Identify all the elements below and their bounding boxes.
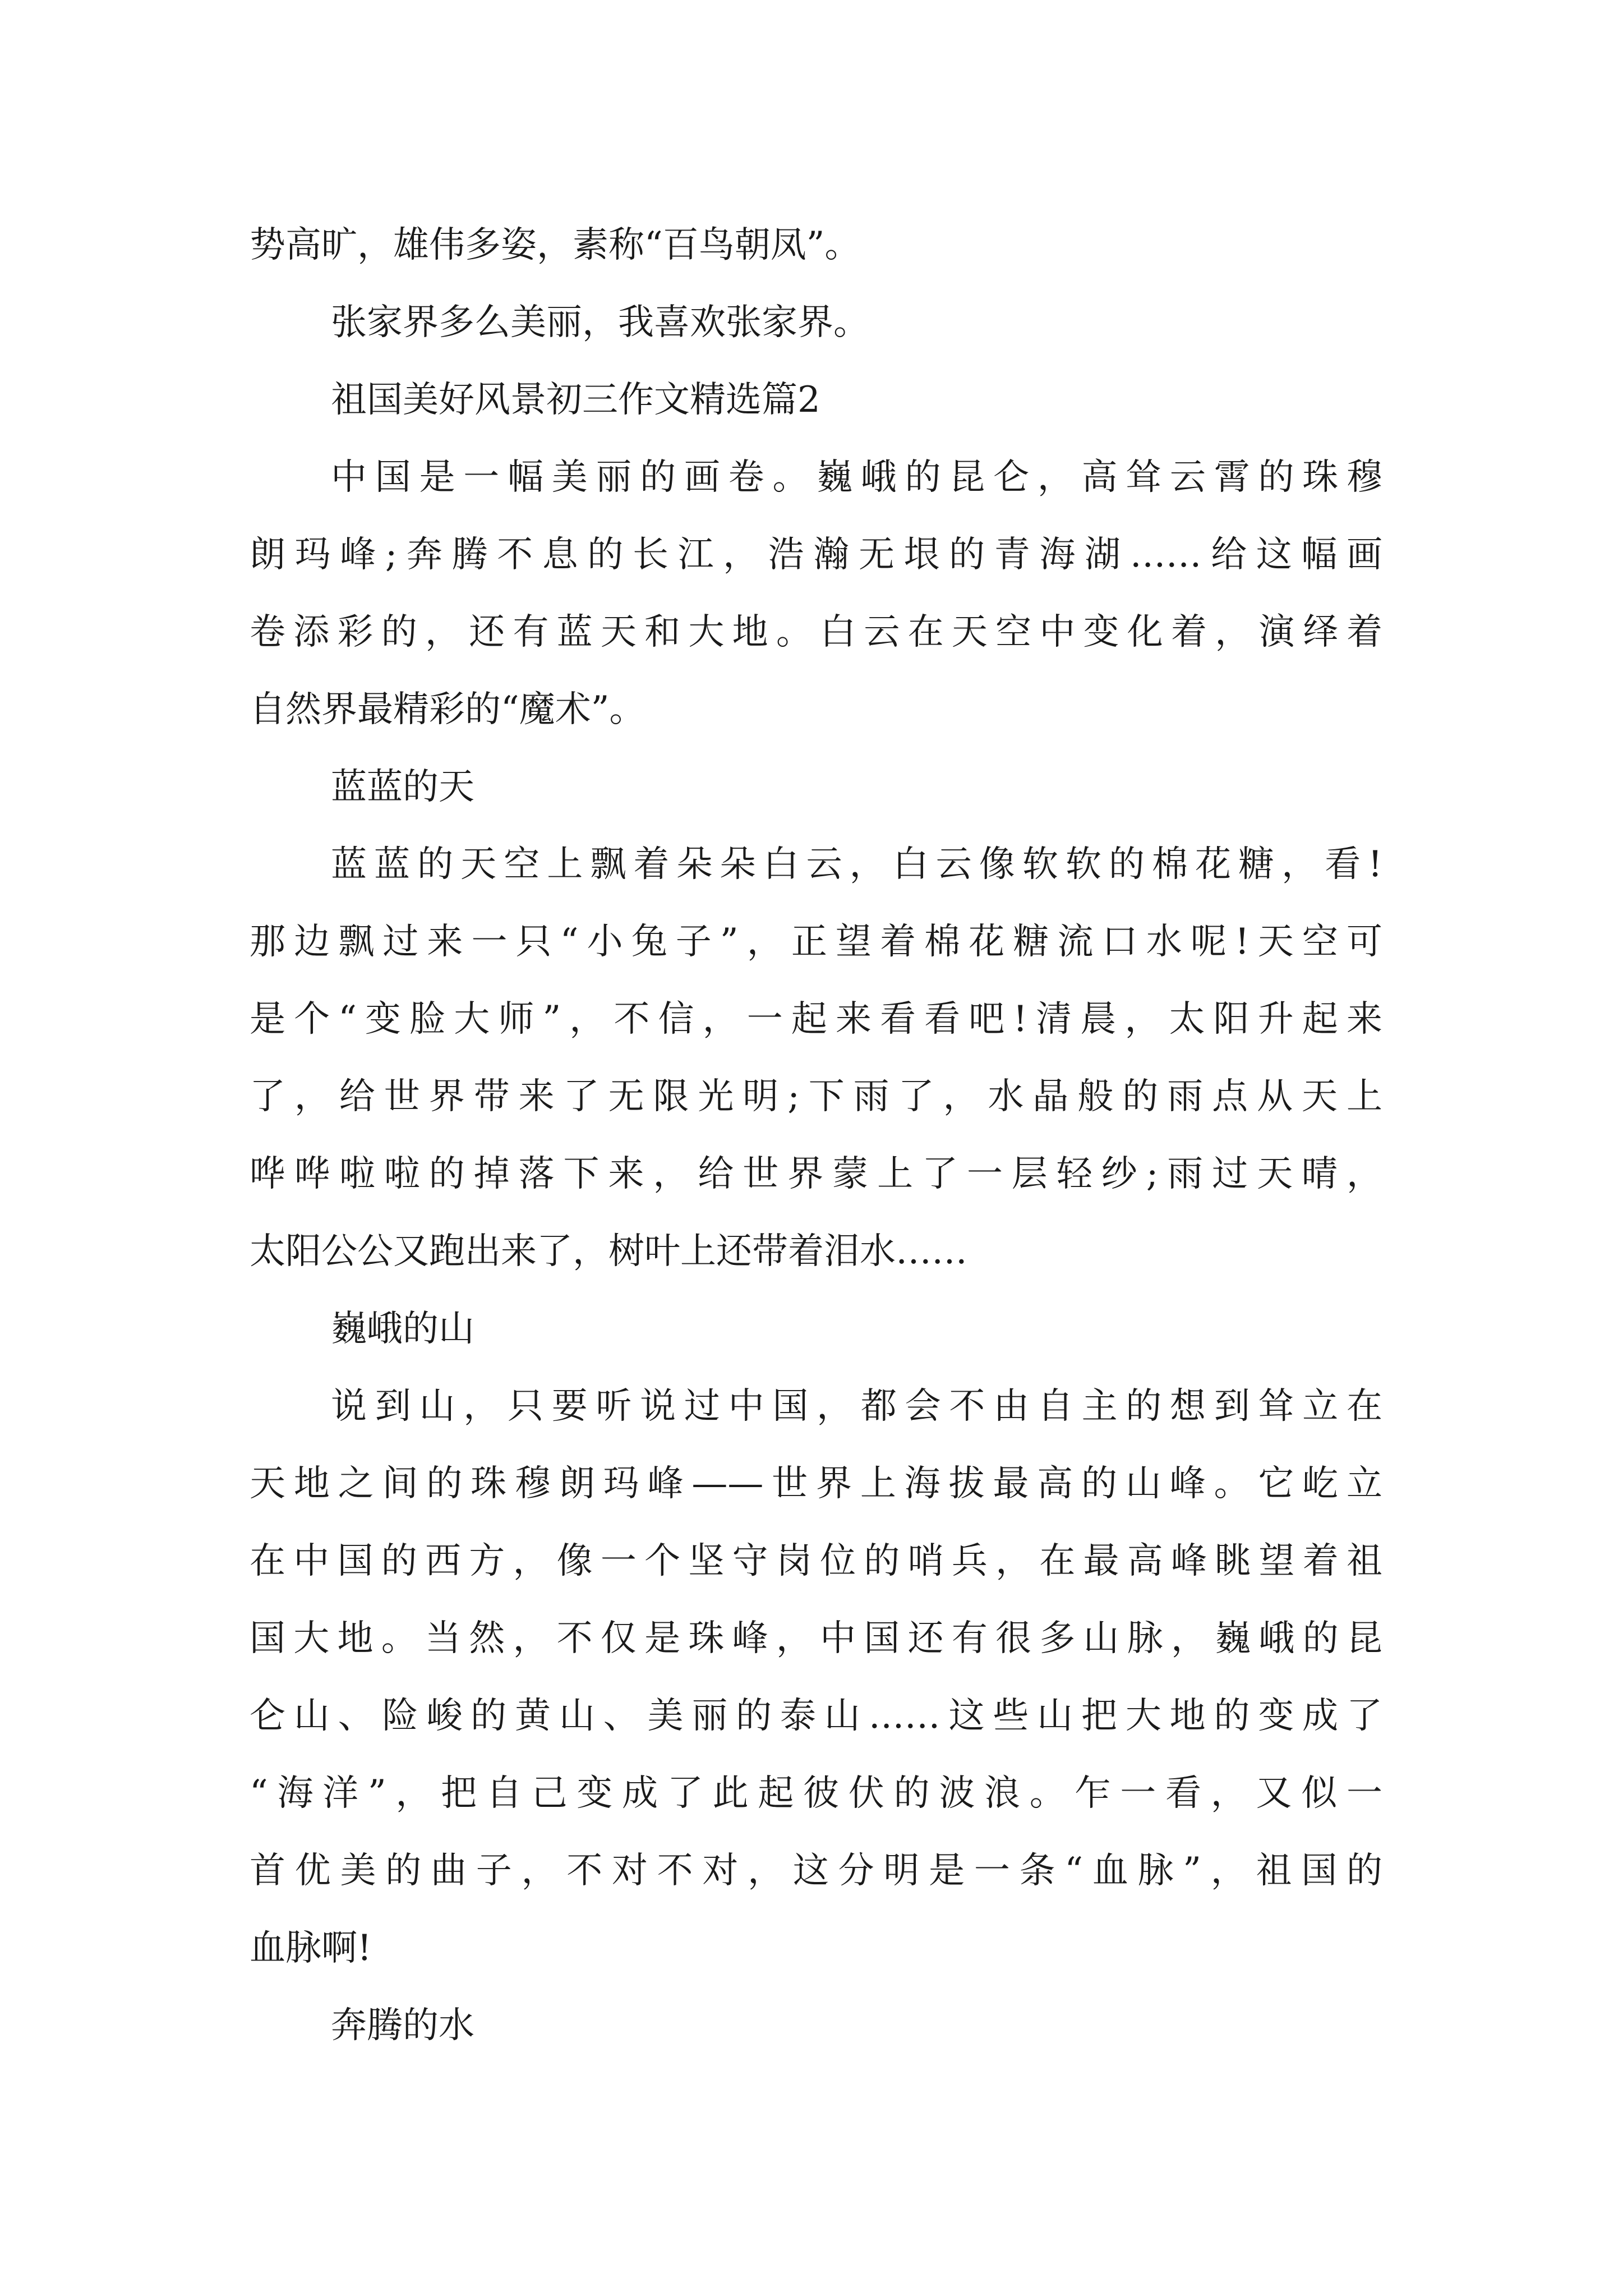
paragraph-line: 中国是一幅美丽的画卷。巍峨的昆仑，高耸云霄的珠穆 <box>331 457 1382 498</box>
subheading: 巍峨的山 <box>331 1308 474 1350</box>
paragraph-line: 首优美的曲子，不对不对，这分明是一条“血脉”，祖国的 <box>250 1850 1382 1892</box>
paragraph-line: 说到山，只要听说过中国，都会不由自主的想到耸立在 <box>331 1386 1382 1427</box>
paragraph-line: 自然界最精彩的“魔术”。 <box>250 689 645 730</box>
subheading: 奔腾的水 <box>331 2005 474 2046</box>
paragraph-line: 蓝蓝的天空上飘着朵朵白云，白云像软软的棉花糖，看! <box>331 844 1382 885</box>
paragraph-line: “海洋”，把自己变成了此起彼伏的波浪。乍一看，又似一 <box>250 1773 1382 1814</box>
paragraph-line: 天地之间的珠穆朗玛峰——世界上海拔最高的山峰。它屹立 <box>250 1463 1382 1504</box>
paragraph-line: 国大地。当然，不仅是珠峰，中国还有很多山脉，巍峨的昆 <box>250 1618 1382 1659</box>
paragraph-line: 是个“变脸大师”，不信，一起来看看吧!清晨，太阳升起来 <box>250 999 1382 1040</box>
paragraph-line: 太阳公公又跑出来了，树叶上还带着泪水…… <box>250 1231 967 1272</box>
paragraph-line: 仑山、险峻的黄山、美丽的泰山……这些山把大地的变成了 <box>250 1695 1382 1737</box>
document-body <box>250 206 1382 2064</box>
paragraph-line: 势高旷，雄伟多姿，素称“百鸟朝凤”。 <box>250 224 861 266</box>
paragraph-line: 了，给世界带来了无限光明;下雨了，水晶般的雨点从天上 <box>250 1076 1382 1117</box>
paragraph-line: 张家界多么美丽，我喜欢张家界。 <box>331 302 869 343</box>
paragraph-line: 血脉啊! <box>250 1927 372 1969</box>
section-title: 祖国美好风景初三作文精选篇2 <box>331 379 820 421</box>
paragraph-line: 那边飘过来一只“小兔子”，正望着棉花糖流口水呢!天空可 <box>250 921 1382 963</box>
paragraph-line: 卷添彩的，还有蓝天和大地。白云在天空中变化着，演绎着 <box>250 611 1382 653</box>
paragraph-line: 朗玛峰;奔腾不息的长江，浩瀚无垠的青海湖……给这幅画 <box>250 534 1382 576</box>
paragraph-line: 在中国的西方，像一个坚守岗位的哨兵，在最高峰眺望着祖 <box>250 1540 1382 1582</box>
paragraph-line: 哗哗啦啦的掉落下来，给世界蒙上了一层轻纱;雨过天晴， <box>250 1153 1382 1195</box>
subheading: 蓝蓝的天 <box>331 766 474 808</box>
